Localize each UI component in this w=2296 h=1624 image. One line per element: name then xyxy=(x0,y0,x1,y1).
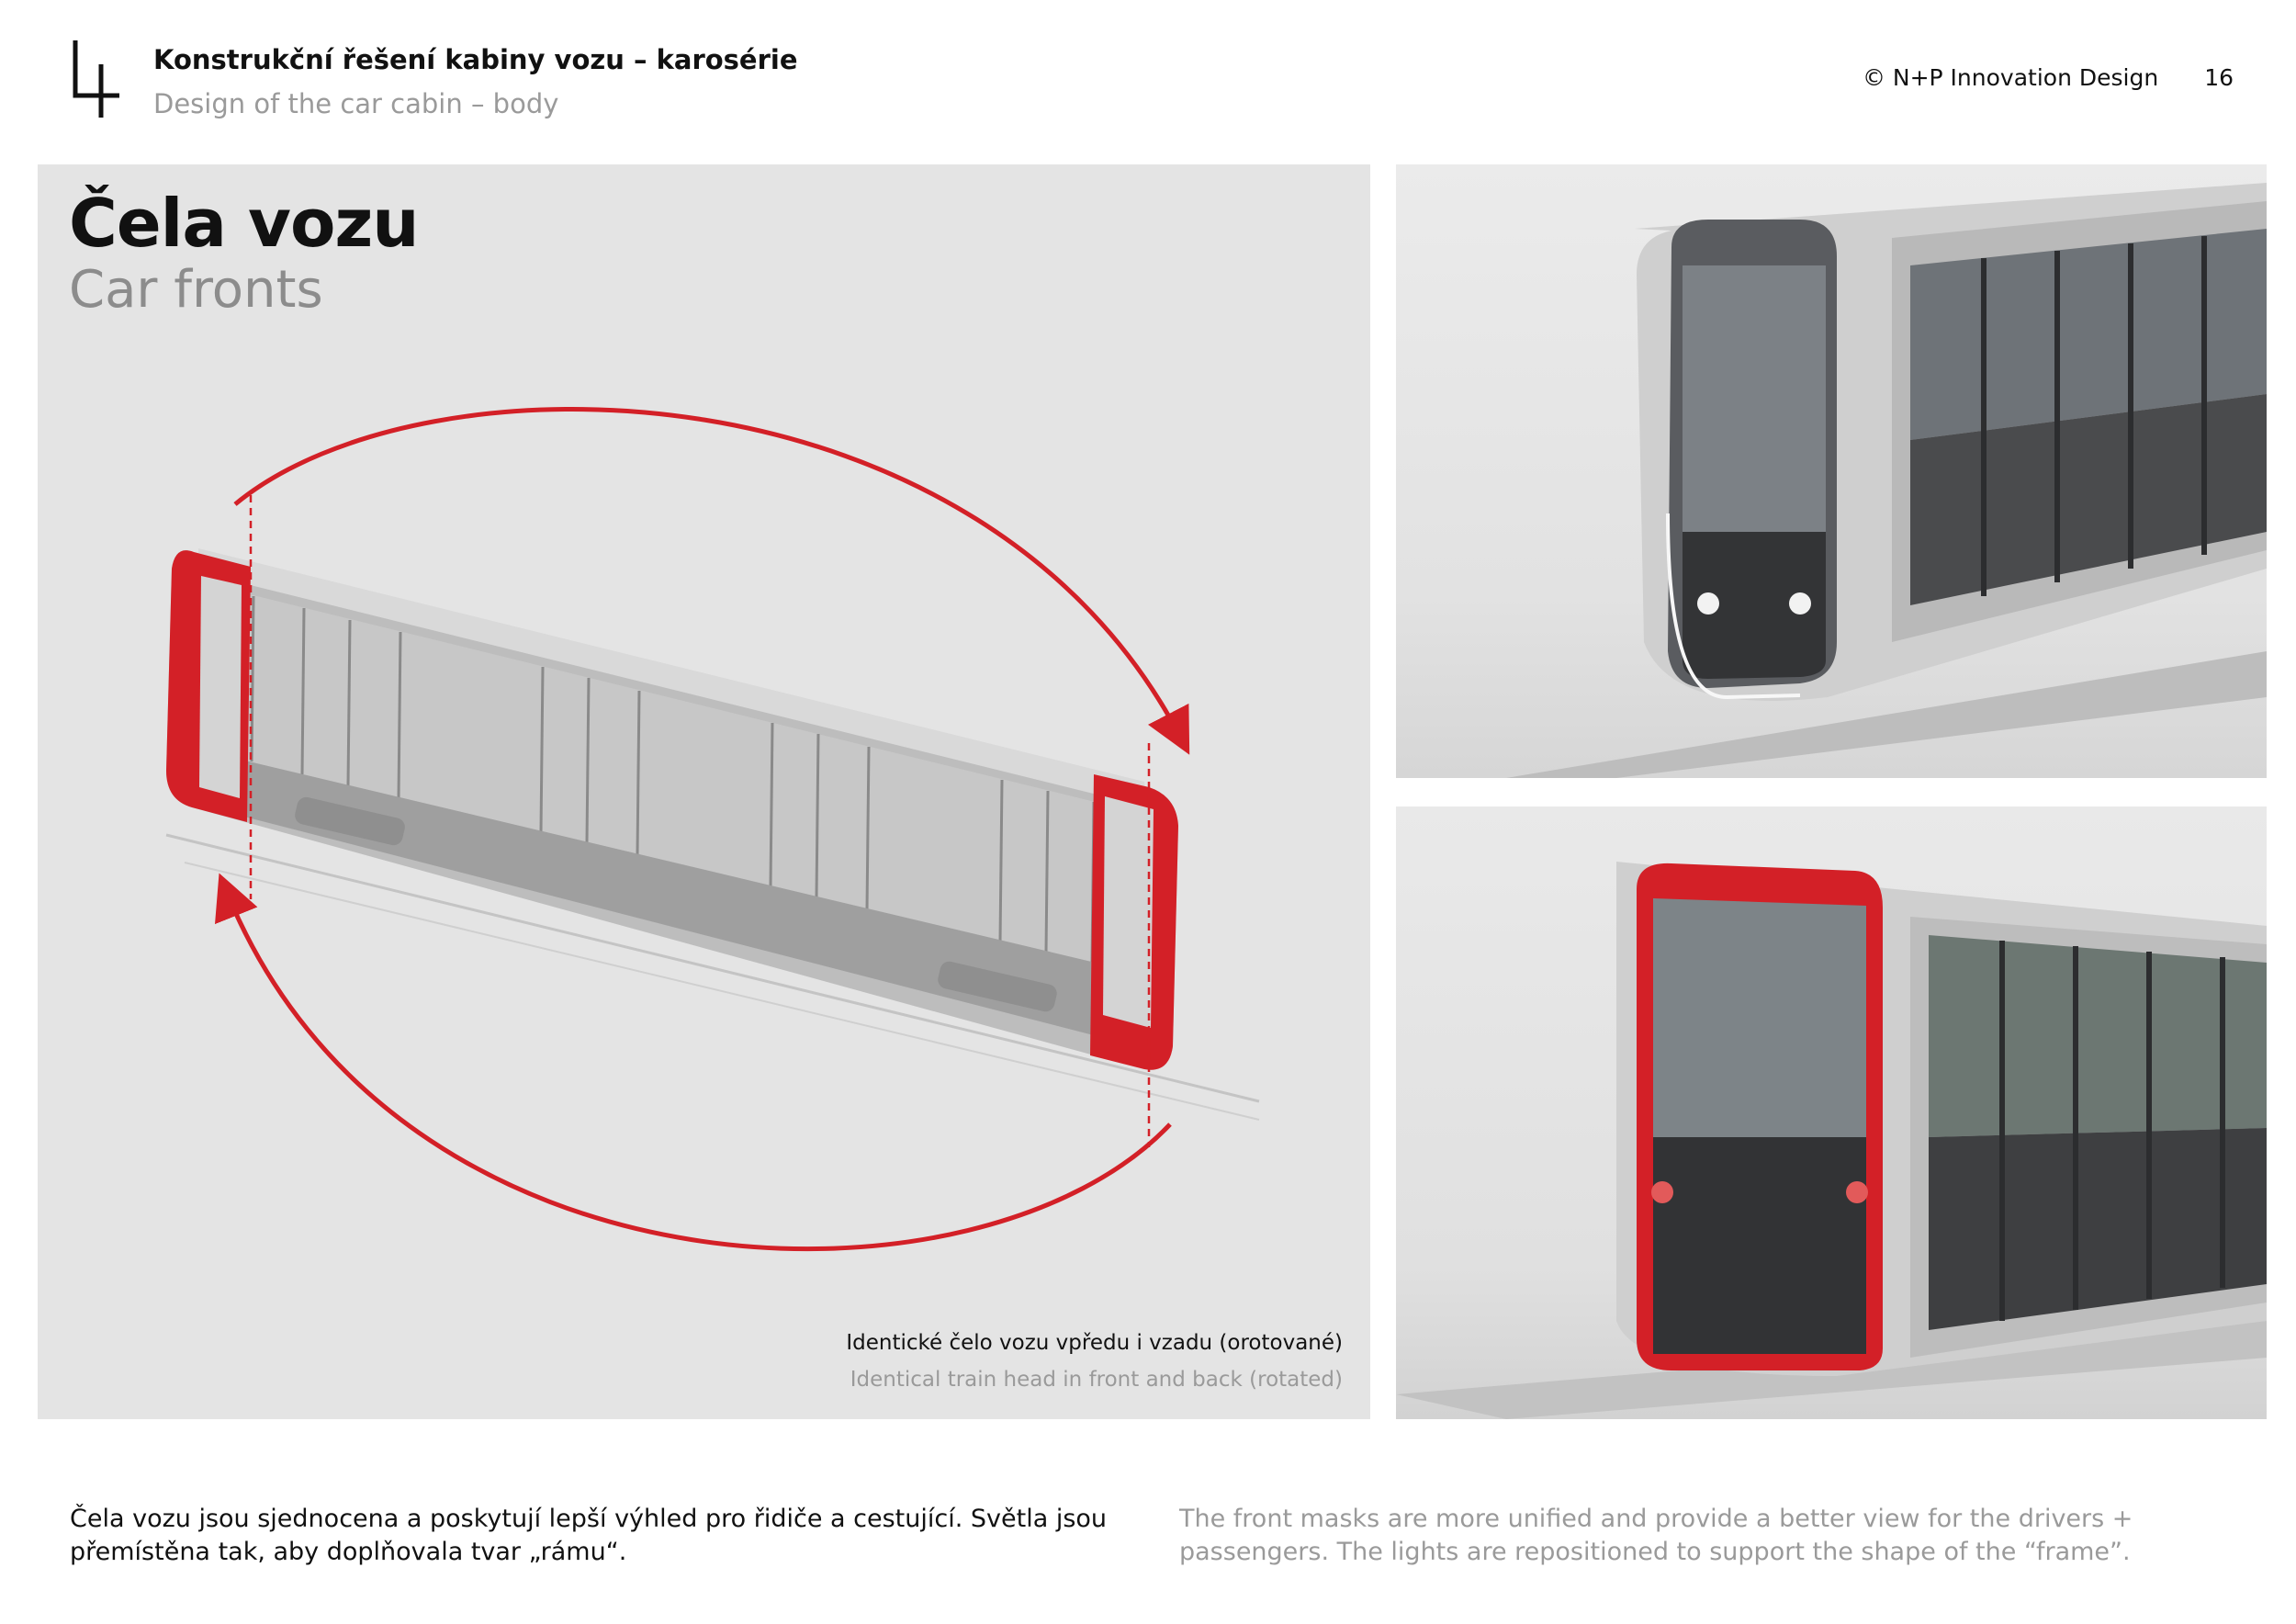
description-cz: Čela vozu jsou sjednocena a poskytují lepší výhled pro řidiče a cestující. Světla jsou přemístěna tak, aby doplňovala tvar „rámu“. xyxy=(70,1505,1108,1566)
panel-subtitle: Car fronts xyxy=(69,260,323,320)
car-body-illustration xyxy=(166,548,1178,1070)
caption-en: Identical train head in front and back (rotated) xyxy=(850,1368,1343,1392)
header-meta xyxy=(1863,64,2234,91)
page-number: 16 xyxy=(2204,64,2234,91)
section-number-4-icon xyxy=(68,39,123,121)
section-subtitle: Design of the car cabin – body xyxy=(153,88,559,119)
car-fronts-diagram xyxy=(38,164,1370,1419)
caption-cz: Identické čelo vozu vpředu i vzadu (orotované) xyxy=(846,1331,1343,1355)
description-en: The front masks are more unified and provide a better view for the drivers + passengers. The lights are repositioned to support the shape of the “frame”. xyxy=(1179,1505,2133,1566)
section-title: Konstrukční řešení kabiny vozu – karosérie xyxy=(153,44,798,75)
copyright: © N+P Innovation Design xyxy=(1862,64,2159,91)
car-render-front-view xyxy=(1396,164,2267,778)
panel-title: Čela vozu xyxy=(69,185,419,262)
car-render-rear-view xyxy=(1396,806,2267,1419)
car-render-front-illustration xyxy=(1396,164,2267,778)
car-render-rear-illustration xyxy=(1396,806,2267,1419)
car-fronts-panel xyxy=(38,164,1370,1419)
